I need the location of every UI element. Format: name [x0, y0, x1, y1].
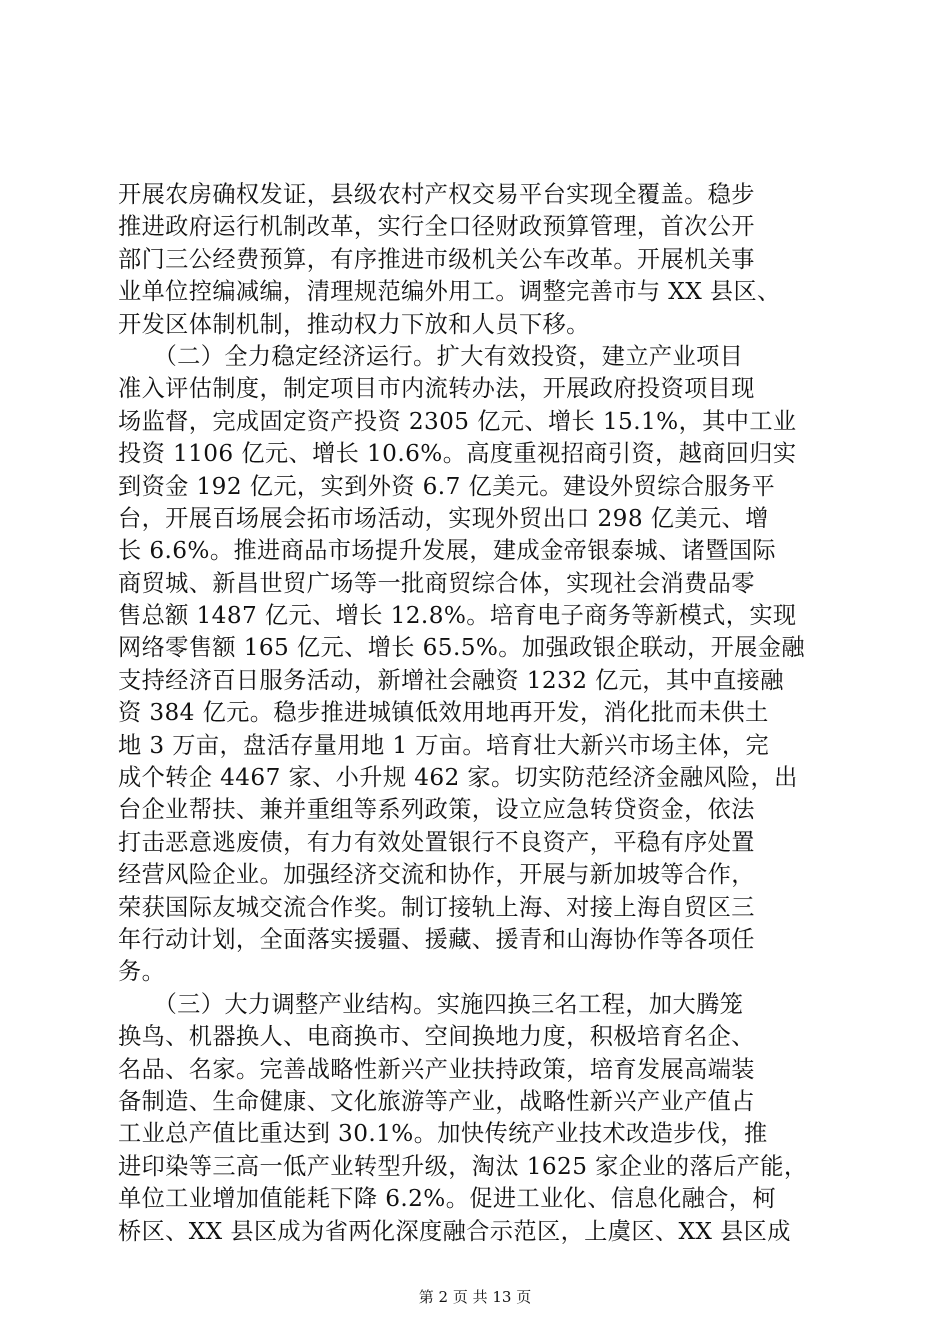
text-line: 地 3 万亩，盘活存量用地 1 万亩。培育壮大新兴市场主体，完 — [118, 731, 770, 759]
text-line: 售总额 1487 亿元、增长 12.8%。培育电子商务等新模式，实现 — [118, 602, 797, 630]
text-line: 名品、名家。完善战略性新兴产业扶持政策，培育发展高端装 — [118, 1055, 755, 1083]
text-line: 务。 — [118, 958, 166, 986]
text-line: 年行动计划，全面落实援疆、援藏、援青和山海协作等各项任 — [118, 925, 755, 953]
text-line: 开展农房确权发证，县级农村产权交易平台实现全覆盖。稳步 — [118, 181, 755, 208]
text-line: 商贸城、新昌世贸广场等一批商贸综合体，实现社会消费品零 — [118, 569, 755, 597]
body-text — [118, 179, 830, 1248]
text-line: 场监督，完成固定资产投资 2305 亿元、增长 15.1%，其中工业 — [118, 407, 797, 435]
text-line: 准入评估制度，制定项目市内流转办法，开展政府投资项目现 — [118, 375, 755, 403]
text-line: 部门三公经费预算，有序推进市级机关公车改革。开展机关事 — [118, 245, 755, 273]
text-line: 单位工业增加值能耗下降 6.2%。促进工业化、信息化融合，柯 — [118, 1185, 776, 1213]
text-line: 投资 1106 亿元、增长 10.6%。高度重视招商引资，越商回归实 — [118, 440, 797, 468]
text-line: 资 384 亿元。稳步推进城镇低效用地再开发，消化批而未供土 — [118, 699, 769, 727]
page-footer: 第 2 页 共 13 页 — [418, 1288, 532, 1306]
text-line: 支持经济百日服务活动，新增社会融资 1232 亿元，其中直接融 — [118, 666, 784, 694]
text-line: 成个转企 4467 家、小升规 462 家。切实防范经济金融风险，出 — [118, 764, 798, 792]
text-line: 桥区、XX 县区成为省两化深度融合示范区，上虞区、XX 县区成 — [118, 1217, 791, 1245]
text-line: 进印染等三高一低产业转型升级，淘汰 1625 家企业的落后产能， — [118, 1152, 808, 1180]
text-line: 换鸟、机器换人、电商换市、空间换地力度，积极培育名企、 — [118, 1023, 755, 1051]
text-line: 推进政府运行机制改革，实行全口径财政预算管理，首次公开 — [118, 213, 755, 241]
text-line: 经营风险企业。加强经济交流和协作，开展与新加坡等合作， — [118, 861, 755, 889]
text-line: 长 6.6%。推进商品市场提升发展，建成金帝银泰城、诸暨国际 — [118, 537, 776, 565]
text-line: 台，开展百场展会拓市场活动，实现外贸出口 298 亿美元、增 — [118, 504, 769, 532]
text-line: 备制造、生命健康、文化旅游等产业，战略性新兴产业产值占 — [118, 1087, 755, 1115]
text-line: （二）全力稳定经济运行。扩大有效投资，建立产业项目 — [118, 342, 744, 370]
text-line: 台企业帮扶、兼并重组等系列政策，设立应急转贷资金，依法 — [118, 796, 755, 824]
text-line: 荣获国际友城交流合作奖。制订接轨上海、对接上海自贸区三 — [118, 893, 755, 921]
text-line: 开发区体制机制，推动权力下放和人员下移。 — [118, 310, 590, 338]
text-line: 网络零售额 165 亿元、增长 65.5%。加强政银企联动，开展金融 — [118, 634, 805, 662]
text-line: （三）大力调整产业结构。实施四换三名工程，加大腾笼 — [118, 990, 744, 1018]
text-line: 业单位控编减编，清理规范编外用工。调整完善市与 XX 县区、 — [118, 278, 781, 306]
text-line: 到资金 192 亿元，实到外资 6.7 亿美元。建设外贸综合服务平 — [118, 472, 776, 500]
text-line: 工业总产值比重达到 30.1%。加快传统产业技术改造步伐，推 — [118, 1120, 768, 1148]
text-line: 打击恶意逃废债，有力有效处置银行不良资产，平稳有序处置 — [118, 828, 755, 856]
